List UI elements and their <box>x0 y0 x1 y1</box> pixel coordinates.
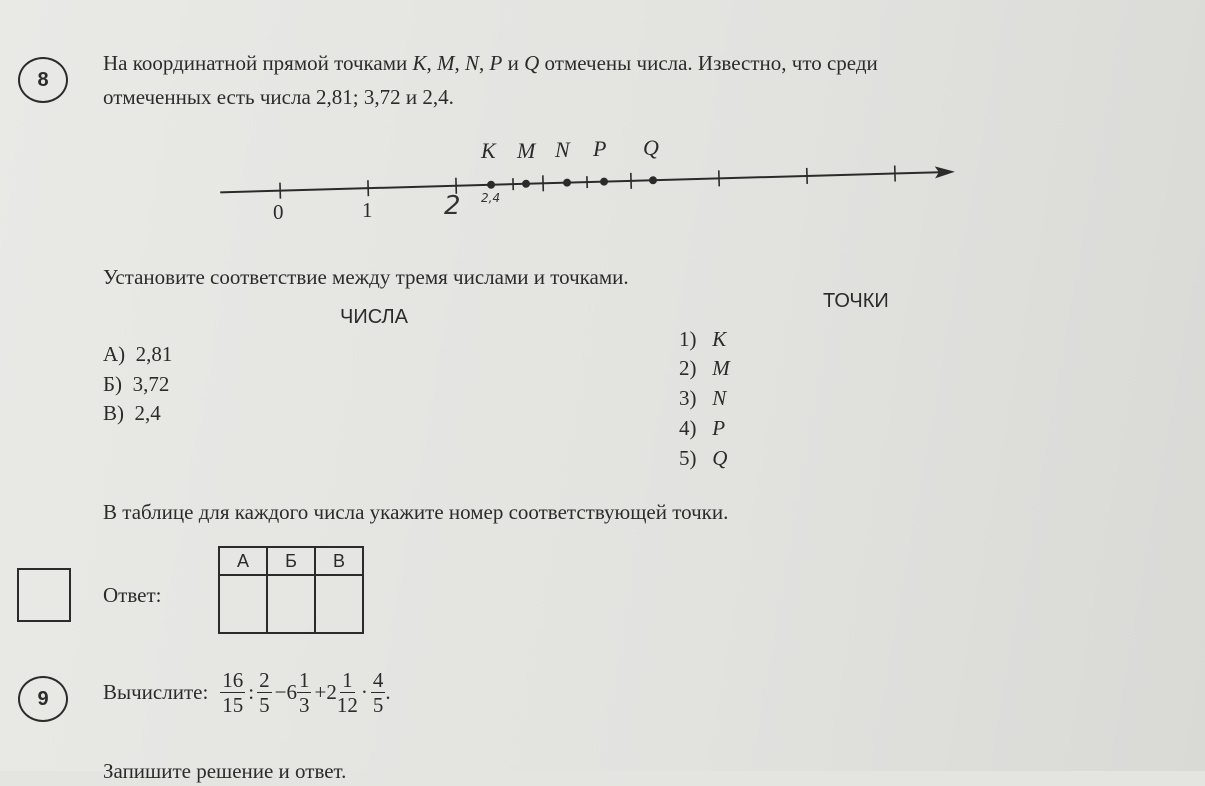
tick-label-1: 1 <box>362 198 373 222</box>
point-name-n: N <box>465 51 479 75</box>
point-option-2 <box>679 353 730 383</box>
numbers-header: ЧИСЛА <box>340 306 408 329</box>
option-point: N <box>712 386 726 410</box>
label-m: M <box>516 138 537 163</box>
handwritten-two: 2 <box>444 191 461 221</box>
option-point: M <box>712 356 730 380</box>
table-header-a: А <box>219 547 267 575</box>
period: . <box>385 680 390 705</box>
numerator: 2 <box>257 668 272 693</box>
tick-label-0: 0 <box>273 200 284 224</box>
task-number: 9 <box>37 688 48 711</box>
option-number: 5) <box>679 446 697 470</box>
point-option-4 <box>679 413 725 443</box>
table-header-v: В <box>315 547 363 575</box>
number-line-figure <box>215 130 965 230</box>
fraction-2-5 <box>257 668 272 717</box>
point-name-q: Q <box>524 51 539 75</box>
statement-text: На координатной прямой точками <box>103 51 407 75</box>
option-point: K <box>712 327 726 351</box>
point-m-dot <box>522 180 530 188</box>
option-number: 3) <box>679 386 697 410</box>
answer-checkbox[interactable] <box>17 568 71 622</box>
option-value: 3,72 <box>133 372 170 396</box>
denominator: 3 <box>299 693 310 717</box>
option-point: P <box>712 416 725 440</box>
operator: · <box>361 680 368 705</box>
fraction-16-15 <box>220 668 245 717</box>
point-option-1 <box>679 324 726 354</box>
numerator: 1 <box>297 668 312 693</box>
task-statement-line1: На координатной прямой точками K, M, N, P и Q отмечены числа. Известно, что среди <box>103 48 878 78</box>
label-k: K <box>480 138 497 163</box>
table-instruction: В таблице для каждого числа укажите номер соответствующей точки. <box>103 497 728 527</box>
number-option-b <box>103 369 169 399</box>
operator: −6 <box>275 680 297 705</box>
denominator: 15 <box>222 693 243 717</box>
point-q-dot <box>649 176 657 184</box>
task-number: 8 <box>37 69 48 92</box>
answer-cell-v[interactable] <box>315 575 363 633</box>
label-n: N <box>554 137 571 162</box>
operator: +2 <box>314 680 336 705</box>
point-name-p: P <box>490 51 503 75</box>
instruction-text: Установите соответствие между тремя числами и точками. <box>103 262 629 292</box>
expression-row <box>103 668 391 717</box>
number-option-v <box>103 398 161 428</box>
answer-cell-b[interactable] <box>267 575 315 633</box>
numerator: 4 <box>371 668 386 693</box>
operator: : <box>248 680 254 705</box>
answer-cell-a[interactable] <box>219 575 267 633</box>
conjunction: и <box>508 51 519 75</box>
denominator: 5 <box>259 693 270 717</box>
answer-table <box>218 546 364 634</box>
denominator: 12 <box>337 693 358 717</box>
fraction-1-12 <box>337 668 358 717</box>
numerator: 1 <box>340 668 355 693</box>
fraction-1-3 <box>297 668 312 717</box>
compute-label: Вычислите: <box>103 680 208 705</box>
option-number: 1) <box>679 327 697 351</box>
denominator: 5 <box>373 693 384 717</box>
task-number-badge <box>18 57 68 103</box>
numerator: 16 <box>220 668 245 693</box>
axis-line <box>220 172 940 192</box>
label-p: P <box>592 136 606 161</box>
table-header-b: Б <box>267 547 315 575</box>
option-letter: Б) <box>103 372 122 396</box>
handwritten-note: 2,4 <box>481 191 500 205</box>
task-number-badge <box>18 676 68 722</box>
statement-text: отмечены числа. Известно, что среди <box>545 51 878 75</box>
answer-label: Ответ: <box>103 580 161 610</box>
option-number: 4) <box>679 416 697 440</box>
point-p-dot <box>600 177 608 185</box>
axis-ticks <box>280 165 895 198</box>
task-statement-line2: отмеченных есть числа 2,81; 3,72 и 2,4. <box>103 82 454 112</box>
option-number: 2) <box>679 356 697 380</box>
option-letter: А) <box>103 342 125 366</box>
point-k-dot <box>487 181 495 189</box>
point-n-dot <box>563 179 571 187</box>
fraction-4-5 <box>371 668 386 717</box>
number-option-a <box>103 339 172 369</box>
points-header: ТОЧКИ <box>823 290 889 313</box>
option-point: Q <box>712 446 727 470</box>
label-q: Q <box>643 135 659 160</box>
cut-off-instruction: Запишите решение и ответ. <box>103 756 346 786</box>
option-letter: В) <box>103 401 124 425</box>
point-option-3 <box>679 383 726 413</box>
option-value: 2,81 <box>136 342 173 366</box>
point-option-5 <box>679 443 727 473</box>
point-name-m: M <box>437 51 455 75</box>
option-value: 2,4 <box>135 401 161 425</box>
point-name-k: K <box>413 51 427 75</box>
